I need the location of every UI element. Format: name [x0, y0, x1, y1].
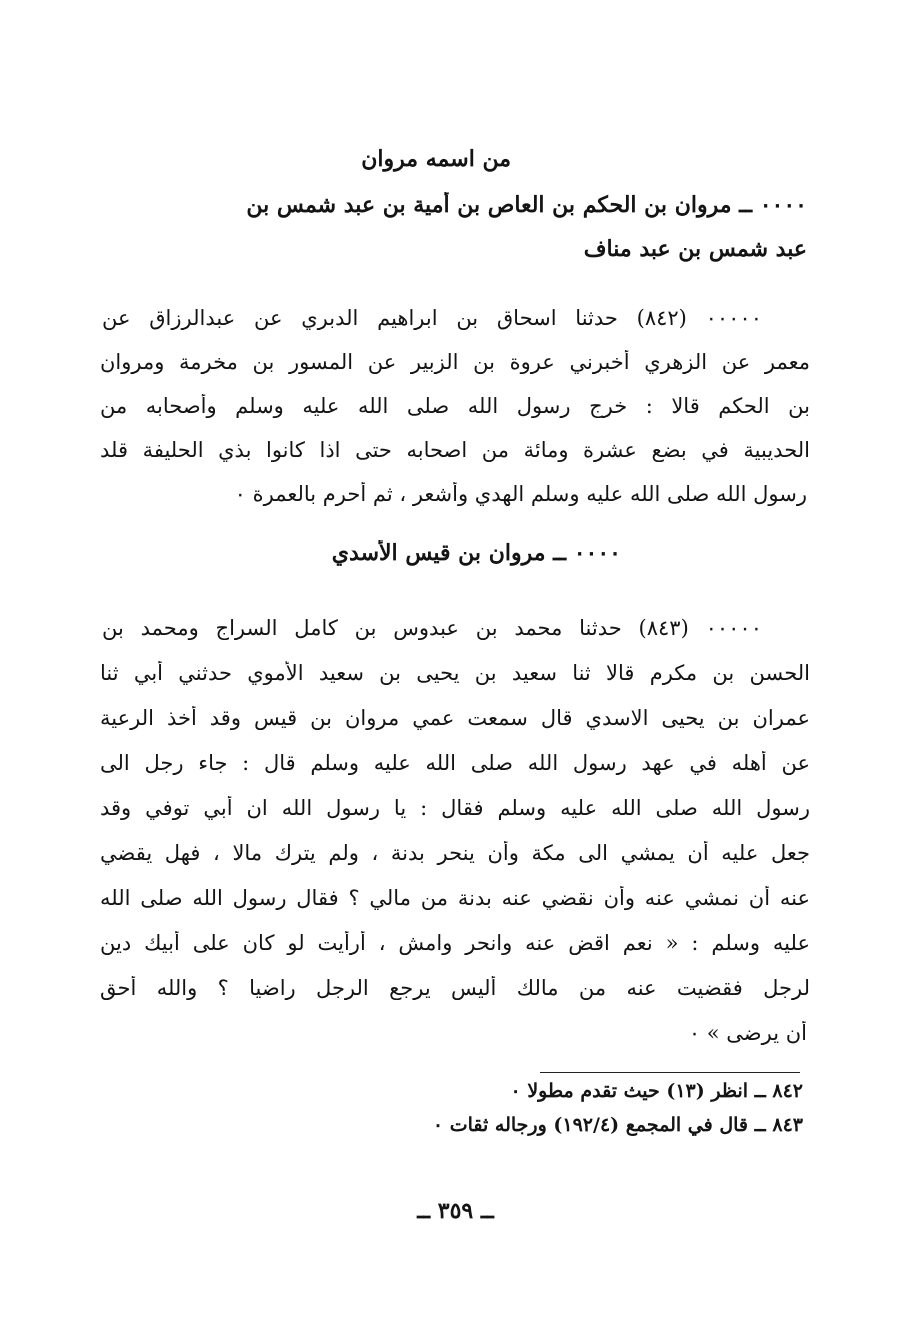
- entry-heading-marwan-ibn-al-hakam-line-1: ٠٠٠٠ ــ مروان بن الحكم بن العاص بن أمية بن عبد شمس بن: [246, 192, 807, 218]
- hadith-842-line-2: معمر عن الزهري أخبرني عروة بن الزبير عن المسور بن مخرمة ومروان: [100, 350, 810, 374]
- hadith-842-line-3: بن الحكم قالا : خرج رسول الله صلى الله عليه وسلم وأصحابه من: [100, 394, 810, 418]
- hadith-842-line-5: رسول الله صلى الله عليه وسلم الهدي وأشعر ، ثم أحرم بالعمرة ٠: [234, 482, 807, 506]
- hadith-843-line-3: عمران بن يحيى الاسدي قال سمعت عمي مروان بن قيس وقد أخذ الرعية: [100, 706, 810, 730]
- footnote-842: ٨٤٢ ــ انظر (١٣) حيث تقدم مطولا ٠: [510, 1080, 803, 1102]
- footnote-separator: [540, 1072, 800, 1073]
- footnote-843: ٨٤٣ ــ قال في المجمع (١٩٢/٤) ورجاله ثقات ٠: [432, 1114, 803, 1136]
- hadith-843-line-7: عنه أن نمشي عنه وأن نقضي عنه بدنة من مالي ؟ فقال رسول الله صلى الله: [100, 886, 810, 910]
- hadith-843-line-1: ٠٠٠٠٠ (٨٤٣) حدثنا محمد بن عبدوس بن كامل السراج ومحمد بن: [102, 616, 762, 640]
- entry-heading-marwan-ibn-al-hakam-line-2: عبد شمس بن عبد مناف: [583, 236, 807, 262]
- hadith-842-line-1: ٠٠٠٠٠ (٨٤٢) حدثنا اسحاق بن ابراهيم الدبري عن عبدالرزاق عن: [102, 306, 762, 330]
- hadith-842-line-4: الحديبية في بضع عشرة ومائة من اصحابه حتى اذا كانوا بذي الحليفة قلد: [100, 438, 810, 462]
- section-title: من اسمه مروان: [361, 146, 511, 172]
- hadith-843-line-10: أن يرضى » ٠: [688, 1021, 807, 1045]
- hadith-843-line-6: جعل عليه أن يمشي الى مكة وأن ينحر بدنة ، ولم يترك مالا ، فهل يقضي: [100, 841, 810, 865]
- entry-heading-marwan-ibn-qays: ٠٠٠٠ ــ مروان بن قيس الأسدي: [331, 540, 621, 566]
- hadith-843-line-9: لرجل فقضيت عنه من مالك أليس يرجع الرجل راضيا ؟ والله أحق: [100, 976, 810, 1000]
- page-number: ــ ٣٥٩ ــ: [417, 1198, 494, 1224]
- hadith-843-line-2: الحسن بن مكرم قالا ثنا سعيد بن يحيى بن سعيد الأموي حدثني أبي ثنا: [100, 661, 810, 685]
- hadith-843-line-4: عن أهله في عهد رسول الله صلى الله عليه وسلم قال : جاء رجل الى: [100, 751, 810, 775]
- hadith-843-line-8: عليه وسلم : « نعم اقض عنه وانحر وامش ، أرأيت لو كان على أبيك دين: [100, 931, 810, 955]
- hadith-843-line-5: رسول الله صلى الله عليه وسلم فقال : يا رسول الله ان أبي توفي وقد: [100, 796, 810, 820]
